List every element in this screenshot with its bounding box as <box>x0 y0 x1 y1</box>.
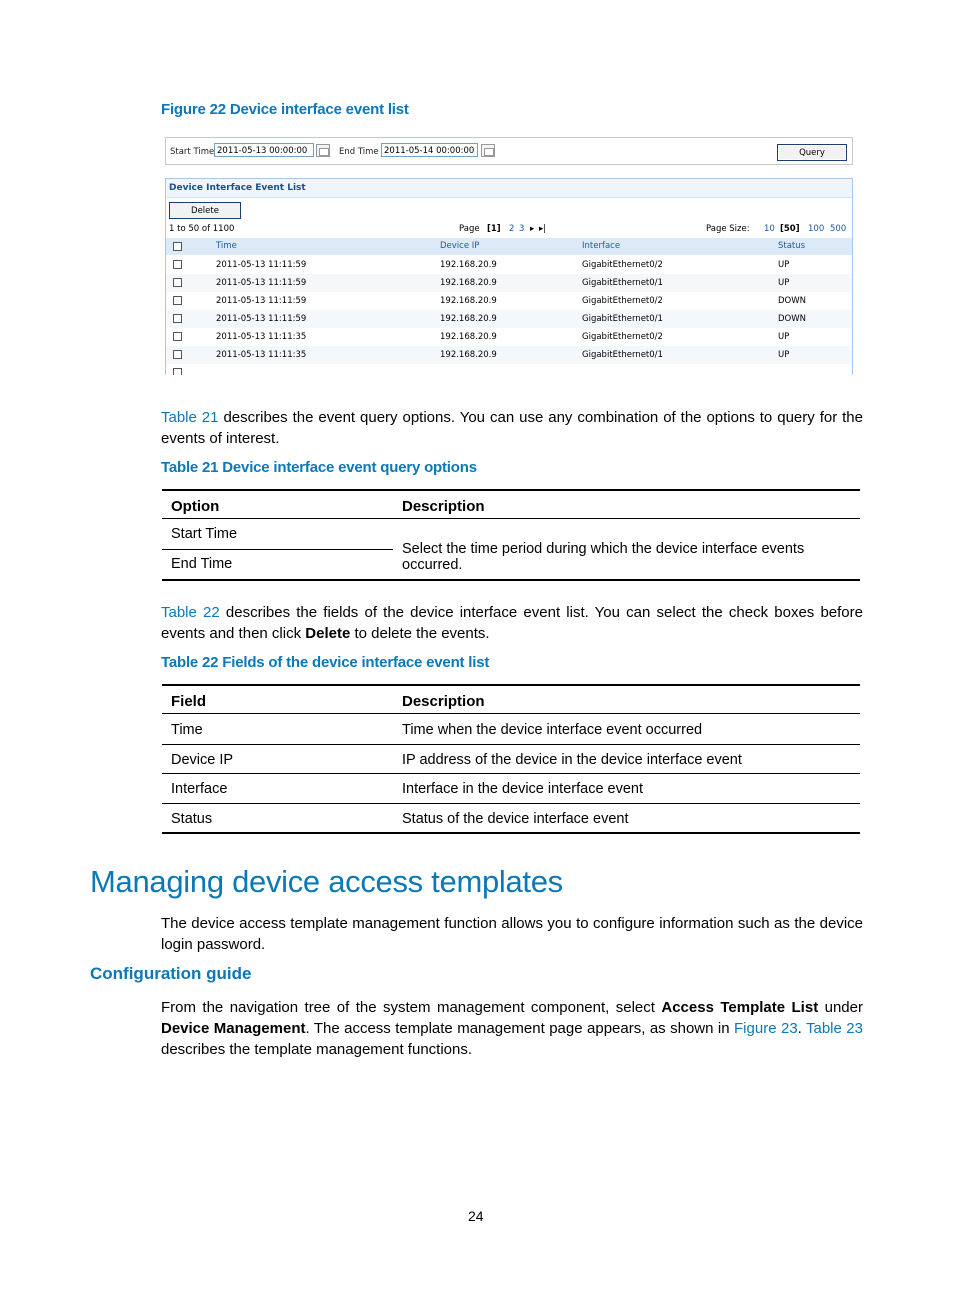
page-size-10[interactable]: 10 <box>764 224 775 234</box>
cg-text-a: From the navigation tree of the system management component, select <box>161 999 662 1016</box>
table-row <box>166 292 852 310</box>
panel-title: Device Interface Event List <box>169 183 306 193</box>
end-calendar-icon[interactable] <box>481 144 495 157</box>
t22-desc-device-ip: IP address of the device in the device interface event <box>402 752 742 768</box>
row-checkbox[interactable] <box>173 350 182 359</box>
table-23-link[interactable]: Table 23 <box>806 1020 863 1037</box>
row-time: 2011-05-13 11:11:35 <box>216 332 307 342</box>
figure-23-link[interactable]: Figure 23 <box>734 1020 798 1037</box>
start-time-label: Start Time <box>170 147 215 157</box>
end-time-label: End Time <box>339 147 379 157</box>
table-row <box>166 310 852 328</box>
section-title: Managing device access templates <box>90 864 563 899</box>
row-ip: 192.168.20.9 <box>440 296 497 306</box>
cg-text-d: . <box>797 1020 806 1037</box>
t21-head-option: Option <box>171 498 220 515</box>
row-ip: 192.168.20.9 <box>440 332 497 342</box>
row-status: DOWN <box>778 296 806 306</box>
page-link-2[interactable]: 2 <box>509 224 515 234</box>
event-list-screenshot <box>165 137 853 375</box>
row-status: UP <box>778 332 790 342</box>
col-interface[interactable]: Interface <box>582 241 621 251</box>
subsection-title: Configuration guide <box>90 964 252 983</box>
t22-field-time: Time <box>171 722 203 738</box>
row-status: UP <box>778 278 790 288</box>
row-status: UP <box>778 350 790 360</box>
cg-bold-device-management: Device Management <box>161 1020 306 1037</box>
row-interface: GigabitEthernet0/1 <box>582 278 663 288</box>
section-intro: The device access template management function allows you to configure information such as the device login password. <box>161 915 863 953</box>
row-checkbox[interactable] <box>173 260 182 269</box>
range-text: 1 to 50 of 1100 <box>169 224 235 234</box>
page-label: Page <box>459 224 480 234</box>
row-checkbox[interactable] <box>173 368 182 375</box>
row-time: 2011-05-13 11:11:59 <box>216 278 307 288</box>
table-21-link[interactable]: Table 21 <box>161 409 219 426</box>
row-time: 2011-05-13 11:11:59 <box>216 296 307 306</box>
t22-field-device-ip: Device IP <box>171 752 234 768</box>
paragraph-table21-intro <box>161 407 863 449</box>
event-table-header <box>166 238 852 255</box>
event-list-panel <box>165 178 853 375</box>
row-time: 2011-05-13 11:11:59 <box>216 314 307 324</box>
cg-text-c: . The access template management page appears, as shown in <box>305 1020 735 1037</box>
page-size-label: Page Size: <box>706 224 750 234</box>
para2-delete-bold: Delete <box>305 625 351 642</box>
t22-head-description: Description <box>402 693 485 710</box>
row-status: DOWN <box>778 314 806 324</box>
para2-text-b: to delete the events. <box>350 625 490 642</box>
row-interface: GigabitEthernet0/2 <box>582 332 663 342</box>
t22-field-status: Status <box>171 811 213 827</box>
row-checkbox[interactable] <box>173 278 182 287</box>
end-time-input[interactable]: 2011-05-14 00:00:00 <box>381 143 478 157</box>
table-22 <box>162 684 860 837</box>
col-status[interactable]: Status <box>778 241 806 251</box>
page-size-100[interactable]: 100 <box>808 224 825 234</box>
page-number: 24 <box>468 1208 484 1224</box>
row-checkbox[interactable] <box>173 332 182 341</box>
table-21 <box>162 489 860 582</box>
row-checkbox[interactable] <box>173 296 182 305</box>
table-22-caption: Table 22 Fields of the device interface event list <box>161 654 490 671</box>
t21-head-description: Description <box>402 498 485 515</box>
row-interface: GigabitEthernet0/2 <box>582 296 663 306</box>
query-button[interactable]: Query <box>777 144 847 161</box>
t22-field-interface: Interface <box>171 781 228 797</box>
t22-desc-time: Time when the device interface event occurred <box>402 722 703 738</box>
table-row <box>166 346 852 364</box>
page-current: [1] <box>487 224 501 234</box>
t22-desc-status: Status of the device interface event <box>402 811 629 827</box>
table-row <box>166 328 852 346</box>
t22-head-field: Field <box>171 693 207 710</box>
figure-22-caption: Figure 22 Device interface event list <box>161 101 409 118</box>
delete-button[interactable]: Delete <box>169 202 241 219</box>
cg-text-b: under <box>818 999 863 1016</box>
para1-text: describes the event query options. You can use any combination of the options to query for the events of interest. <box>161 409 863 447</box>
page-link-3[interactable]: 3 <box>519 224 525 234</box>
pager-row <box>169 224 850 237</box>
paragraph-table22-intro <box>161 602 863 644</box>
page-size-50: [50] <box>780 224 800 234</box>
start-time-input[interactable]: 2011-05-13 00:00:00 <box>214 143 314 157</box>
t21-end-time: End Time <box>171 556 233 572</box>
row-checkbox[interactable] <box>173 314 182 323</box>
cg-bold-access-template-list: Access Template List <box>661 999 819 1016</box>
row-interface: GigabitEthernet0/1 <box>582 350 663 360</box>
configuration-guide-paragraph <box>161 997 863 1060</box>
t21-start-time: Start Time <box>171 526 238 542</box>
row-ip: 192.168.20.9 <box>440 350 497 360</box>
table-row <box>166 274 852 292</box>
row-interface: GigabitEthernet0/2 <box>582 260 663 270</box>
row-time: 2011-05-13 11:11:59 <box>216 260 307 270</box>
col-device-ip[interactable]: Device IP <box>440 241 480 251</box>
row-ip: 192.168.20.9 <box>440 260 497 270</box>
start-calendar-icon[interactable] <box>316 144 330 157</box>
t22-desc-interface: Interface in the device interface event <box>402 781 644 797</box>
query-toolbar <box>165 137 853 165</box>
page-size-500[interactable]: 500 <box>830 224 847 234</box>
para2-text-a: describes the fields of the device interface event list. You can select the check boxes before events and then click <box>161 604 863 642</box>
event-table-body <box>166 256 852 375</box>
row-time: 2011-05-13 11:11:35 <box>216 350 307 360</box>
row-status: UP <box>778 260 790 270</box>
row-ip: 192.168.20.9 <box>440 314 497 324</box>
select-all-checkbox[interactable] <box>173 242 182 251</box>
row-interface: GigabitEthernet0/1 <box>582 314 663 324</box>
table-21-caption: Table 21 Device interface event query options <box>161 459 477 476</box>
last-page-icon[interactable]: ▸| <box>539 224 547 234</box>
table-row <box>166 256 852 274</box>
row-ip: 192.168.20.9 <box>440 278 497 288</box>
t21-shared-description: Select the time period during which the device interface events occurred. <box>402 541 805 573</box>
cg-text-e: describes the template management functions. <box>161 1041 473 1058</box>
table-22-link[interactable]: Table 22 <box>161 604 220 621</box>
col-time[interactable]: Time <box>216 241 237 251</box>
table-row-cut-off <box>166 364 852 375</box>
next-page-icon[interactable]: ▸ <box>530 224 535 234</box>
